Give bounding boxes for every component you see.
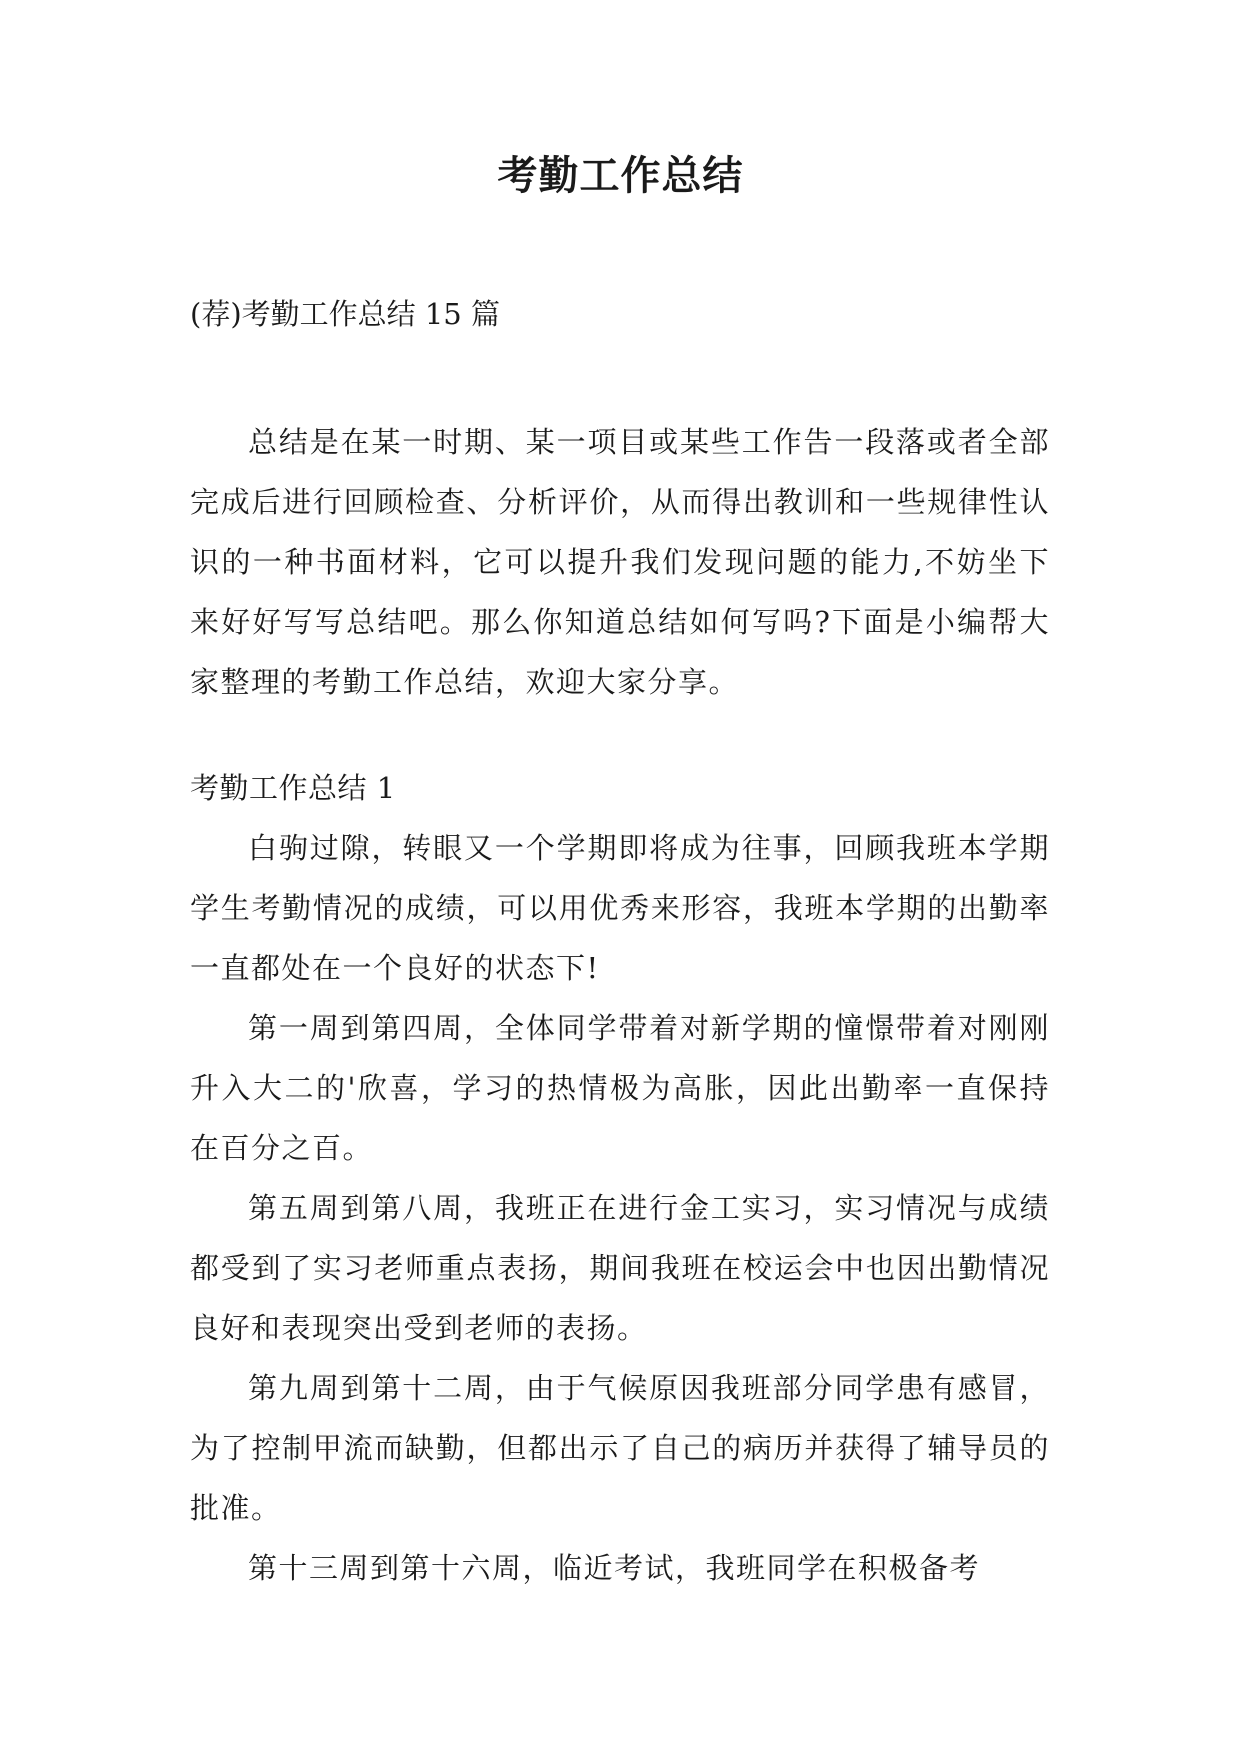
section-1: [190, 758, 1050, 1598]
section-paragraph: 第九周到第十二周，由于气候原因我班部分同学患有感冒，为了控制甲流而缺勤，但都出示了自己的病历并获得了辅导员的批准。: [190, 1371, 1050, 1525]
document-subtitle: (荐)考勤工作总结 15 篇: [190, 297, 500, 331]
section-paragraph: 第十三周到第十六周，临近考试，我班同学在积极备考: [248, 1551, 981, 1585]
section-paragraph: 第五周到第八周，我班正在进行金工实习，实习情况与成绩都受到了实习老师重点表扬，期间我班在校运会中也因出勤情况良好和表现突出受到老师的表扬。: [190, 1191, 1050, 1345]
document-title: 考勤工作总结: [497, 153, 744, 199]
section-paragraph: 第一周到第四周，全体同学带着对新学期的憧憬带着对刚刚升入大二的'欣喜，学习的热情极为高胀，因此出勤率一直保持在百分之百。: [190, 1011, 1050, 1165]
section-paragraph: 白驹过隙，转眼又一个学期即将成为往事，回顾我班本学期学生考勤情况的成绩，可以用优秀来形容，我班本学期的出勤率一直都处在一个良好的状态下!: [190, 831, 1050, 985]
section-heading: 考勤工作总结 1: [190, 771, 396, 805]
intro-paragraph: 总结是在某一时期、某一项目或某些工作告一段落或者全部完成后进行回顾检查、分析评价，从而得出教训和一些规律性认识的一种书面材料，它可以提升我们发现问题的能力,不妨坐下来好好写写总结吧。那么你知道总结如何写吗?下面是小编帮大家整理的考勤工作总结，欢迎大家分享。: [190, 425, 1050, 699]
